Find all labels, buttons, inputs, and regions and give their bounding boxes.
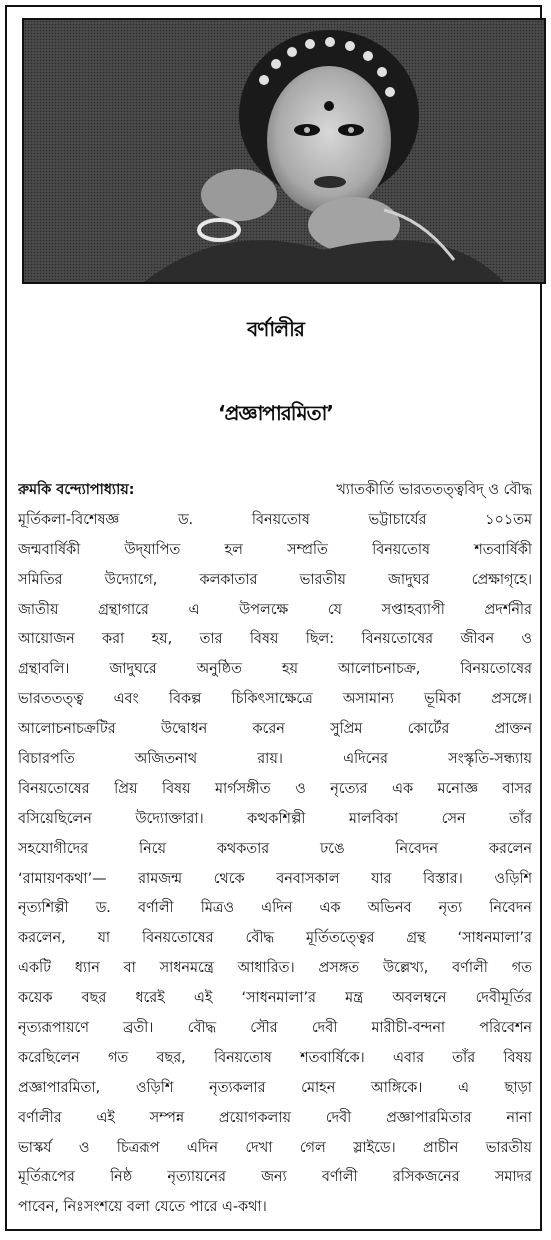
- word: রায়।: [257, 751, 283, 768]
- word: বছর: [81, 990, 107, 1007]
- word: নৃত্যের: [330, 780, 368, 797]
- word: নৃত্যকলার: [209, 1079, 266, 1096]
- word: মোহন: [301, 1079, 336, 1096]
- word: অভিনব: [367, 900, 412, 917]
- article-line: [18, 715, 532, 745]
- word: গ্রন্থাবলি।: [18, 661, 70, 678]
- article-line: [18, 775, 532, 805]
- word: আলোচনাচক্র,: [337, 661, 421, 678]
- word: নিবেদন: [489, 900, 532, 917]
- word: বিনয়তোষের: [141, 930, 214, 947]
- word: সম্পন্ন: [149, 1109, 185, 1126]
- word: প্রেক্ষাগৃহে।: [471, 571, 532, 588]
- word: ওড়িশি: [494, 870, 532, 887]
- word: জাতীয়: [18, 601, 59, 618]
- word: মন্ত্র: [345, 990, 364, 1007]
- word: এই: [96, 1109, 115, 1126]
- word: বিচারপতি: [18, 751, 75, 768]
- word: অনুষ্ঠিত: [196, 661, 242, 678]
- word: আঙ্গিকে।: [370, 1079, 423, 1096]
- word: বনবাসকাল: [276, 870, 340, 887]
- word: বাসর: [502, 780, 532, 797]
- word: থেকে: [213, 870, 245, 887]
- word: এদিন: [186, 1139, 219, 1156]
- word: যে: [327, 601, 342, 618]
- word: মালবিকা: [348, 810, 399, 827]
- word: ও: [295, 780, 306, 797]
- word: উদ্বোধন: [160, 721, 208, 738]
- word: পরিবেশন: [479, 1020, 532, 1037]
- word: ও: [521, 631, 532, 648]
- word: বিনয়তোষের: [361, 631, 434, 648]
- word: দেখা: [245, 1139, 273, 1156]
- article-line: [18, 655, 532, 685]
- article-line: [18, 596, 532, 626]
- word: এক: [392, 780, 414, 797]
- word: প্রাক্তন: [494, 721, 532, 738]
- word: বিনয়তোষের: [460, 661, 532, 678]
- word: প্রাচীন: [422, 1139, 459, 1156]
- word: ধ্যান: [74, 960, 100, 977]
- word: দেবী: [325, 1109, 352, 1126]
- article-body: [18, 476, 532, 1223]
- word: যার: [371, 870, 392, 887]
- word: করা: [102, 631, 125, 648]
- word: ‘সাধনমালা’র: [457, 930, 532, 947]
- word: কয়েক: [18, 990, 53, 1007]
- word: কলকাতার: [199, 571, 258, 588]
- article-line: [18, 1044, 532, 1074]
- word: বিকল্প: [168, 691, 202, 708]
- word: মিত্রও: [200, 900, 235, 917]
- word: এ: [458, 1079, 469, 1096]
- article-line: [18, 805, 532, 835]
- word: বৌদ্ধ: [245, 930, 275, 947]
- word: বা: [123, 960, 136, 977]
- word: সমাদর: [494, 1169, 532, 1186]
- article-line: [18, 625, 532, 655]
- word: চিকিৎসাক্ষেত্রে: [231, 691, 313, 708]
- word: ওড়িশি: [135, 1079, 174, 1096]
- word: ধরেই: [135, 990, 165, 1007]
- word: ছিল:: [305, 631, 335, 648]
- word: বিস্তার।: [423, 870, 463, 887]
- word: এদিনের: [343, 751, 388, 768]
- word: ভাস্কর্য: [18, 1139, 52, 1156]
- article-line: [18, 685, 532, 715]
- word: প্রয়োগকলায়: [218, 1109, 291, 1126]
- word: কোর্টের: [407, 721, 450, 738]
- word: গ্রন্থ: [406, 930, 426, 947]
- word: গত: [107, 1049, 129, 1066]
- word: সংস্কৃতি-সন্ধ্যায়: [448, 751, 532, 768]
- headline-line2: ‘প্রজ্ঞাপারমিতা’: [217, 401, 334, 425]
- word: উল্লেখ্য,: [382, 960, 429, 977]
- word: এক: [319, 900, 341, 917]
- word: ভট্টাচার্যের: [368, 511, 427, 528]
- word: শতবার্ষিকী: [474, 541, 532, 558]
- word: যা: [97, 930, 111, 947]
- word: বিনয়তোষ: [251, 511, 310, 528]
- word: রসিকজনের: [392, 1169, 460, 1186]
- word: তাঁর: [509, 810, 532, 827]
- word: জীবন: [460, 631, 495, 648]
- word: উদ্যোক্তারা।: [135, 810, 204, 827]
- word: ‘সাধনমালা’র: [241, 990, 316, 1007]
- word: কত্থকশিল্পী: [247, 810, 306, 827]
- word: নিয়ে: [138, 840, 166, 857]
- article-line-text: খ্যাতকীর্তি ভারততত্ত্ববিদ্ ও বৌদ্ধ: [336, 482, 532, 498]
- word: জাদুঘরে: [109, 661, 157, 678]
- article-line: [18, 924, 532, 954]
- word: আলোচনাচক্রটির: [18, 721, 116, 738]
- word: সুপ্রিম: [330, 721, 363, 738]
- word: সেন: [441, 810, 466, 827]
- word: আধারিত।: [237, 960, 295, 977]
- word: অবলম্বনে: [392, 990, 447, 1007]
- word: ও: [78, 1139, 90, 1156]
- word: বর্ণালী: [452, 960, 488, 977]
- word: করলেন: [488, 840, 532, 857]
- word: গত: [511, 960, 532, 977]
- word: করলেন,: [18, 930, 66, 947]
- word: বসিয়েছিলেন: [18, 810, 92, 827]
- word: ভারততত্ত্ব: [18, 691, 84, 708]
- article-line: [18, 1134, 532, 1164]
- word: ভূমিকা: [424, 691, 462, 708]
- word: ‘রামায়ণকথা’—: [18, 870, 107, 887]
- word: ভারতীয়: [299, 571, 346, 588]
- word: নৃত্যায়নের: [167, 1169, 226, 1186]
- word: বর্ণালী: [321, 1169, 358, 1186]
- word: মূর্তিরূপের: [18, 1169, 75, 1186]
- word: বিনয়তোষ: [213, 1049, 272, 1066]
- word: প্রদর্শনীর: [484, 601, 532, 618]
- article-line: [18, 835, 532, 865]
- word: অসামান্য: [342, 691, 394, 708]
- word: একটি: [18, 960, 51, 977]
- word: করেন: [252, 721, 285, 738]
- word: হয়,: [151, 631, 173, 648]
- word: জন্য: [261, 1169, 287, 1186]
- word: ড.: [95, 900, 111, 917]
- word: আয়োজন: [18, 631, 75, 648]
- word: বর্ণালীর: [18, 1109, 62, 1126]
- word: এই: [193, 990, 213, 1007]
- word: দেবী: [311, 1020, 338, 1037]
- word: মূর্তিতত্ত্বের: [305, 930, 375, 947]
- article-line: [18, 566, 532, 596]
- article-line-1: [18, 476, 532, 506]
- word: নিষ্ঠ: [110, 1169, 133, 1186]
- word: নৃত্য: [438, 900, 463, 917]
- word: উদ্যোগে,: [104, 571, 158, 588]
- word: সমিতির: [18, 571, 63, 588]
- word: ভারতীয়: [485, 1139, 532, 1156]
- word: বিষয়: [503, 1049, 532, 1066]
- word: রামজন্ম: [138, 870, 182, 887]
- word: কথকতার: [216, 840, 270, 857]
- word: হয়: [281, 661, 298, 678]
- word: মূর্তিকলা-বিশেষজ্ঞ: [18, 511, 120, 528]
- byline: রুমকি বন্দ্যোপাধ্যায়:: [18, 482, 135, 498]
- article-line: [18, 954, 532, 984]
- word: বিষয়: [161, 780, 191, 797]
- article-line: [18, 1104, 532, 1134]
- word: উপলক্ষে: [239, 601, 289, 618]
- word: সপ্তাহব্যাপী: [381, 601, 445, 618]
- article-line: [18, 1074, 532, 1104]
- word: বৌদ্ধ: [187, 1020, 217, 1037]
- word: মার্গসঙ্গীত: [215, 780, 271, 797]
- word: তাঁর: [452, 1049, 476, 1066]
- article-line: পাবেন, নিঃসংশয়ে বলা যেতে পারে এ-কথা।: [18, 1199, 267, 1216]
- word: প্রসঙ্গে।: [491, 691, 532, 708]
- word: জাদুঘর: [388, 571, 430, 588]
- word: নানা: [506, 1109, 532, 1126]
- word: সম্প্রতি: [287, 541, 328, 558]
- word: স্লাইডে।: [353, 1139, 396, 1156]
- word: এ: [188, 601, 200, 618]
- article-line: [18, 894, 532, 924]
- article-line: [18, 536, 532, 566]
- word: জন্মবার্ষিকী: [18, 541, 81, 558]
- word: এদিন: [261, 900, 293, 917]
- word: নিবেদন: [395, 840, 439, 857]
- word: হল: [224, 541, 243, 558]
- word: করেছিলেন: [18, 1049, 80, 1066]
- word: শতবার্ষিকে।: [300, 1049, 365, 1066]
- word: বিষয়: [249, 631, 279, 648]
- word: সহযোগীদের: [18, 840, 89, 857]
- word: গ্রন্থাগারে: [98, 601, 149, 618]
- word: বিনয়তোষ: [372, 541, 430, 558]
- word: ছাড়া: [504, 1079, 532, 1096]
- word: বছর,: [156, 1049, 186, 1066]
- word: অজিতনাথ: [134, 751, 198, 768]
- word: প্রজ্ঞাপারমিতা,: [18, 1079, 101, 1096]
- word: ড.: [177, 511, 194, 528]
- word: বিনয়তোষের: [18, 780, 90, 797]
- word: প্রজ্ঞাপারমিতার: [386, 1109, 472, 1126]
- word: সৌর: [250, 1020, 278, 1037]
- word: এবার: [392, 1049, 424, 1066]
- word: উদ্‌যাপিত: [124, 541, 181, 558]
- word: গেল: [299, 1139, 326, 1156]
- word: বর্ণালী: [137, 900, 174, 917]
- dancer-photo: [22, 18, 546, 284]
- word: প্রিয়: [114, 780, 138, 797]
- word: সাধনমন্ত্রে: [159, 960, 214, 977]
- word: প্রসঙ্গত: [318, 960, 360, 977]
- word: চিত্ররূপ: [116, 1139, 160, 1156]
- word: তার: [199, 631, 223, 648]
- article-line: [18, 865, 532, 895]
- article-line: [18, 984, 532, 1014]
- word: নৃত্যরূপায়ণে: [18, 1020, 89, 1037]
- word: নৃত্যশিল্পী: [18, 900, 69, 917]
- article-line: [18, 506, 532, 536]
- word: মনোজ্ঞ: [437, 780, 478, 797]
- word: এবং: [113, 691, 139, 708]
- article-line: [18, 1014, 532, 1044]
- headline-line1: বর্ণালীর: [247, 317, 304, 341]
- word: ঢঙে: [320, 840, 345, 857]
- word: মারীচী-বন্দনা: [371, 1020, 446, 1037]
- word: ব্রতী।: [123, 1020, 154, 1037]
- word: ১০১তম: [485, 511, 532, 528]
- article-line: [18, 745, 532, 775]
- word: দেবীমূর্তির: [475, 990, 532, 1007]
- article-line: [18, 1163, 532, 1193]
